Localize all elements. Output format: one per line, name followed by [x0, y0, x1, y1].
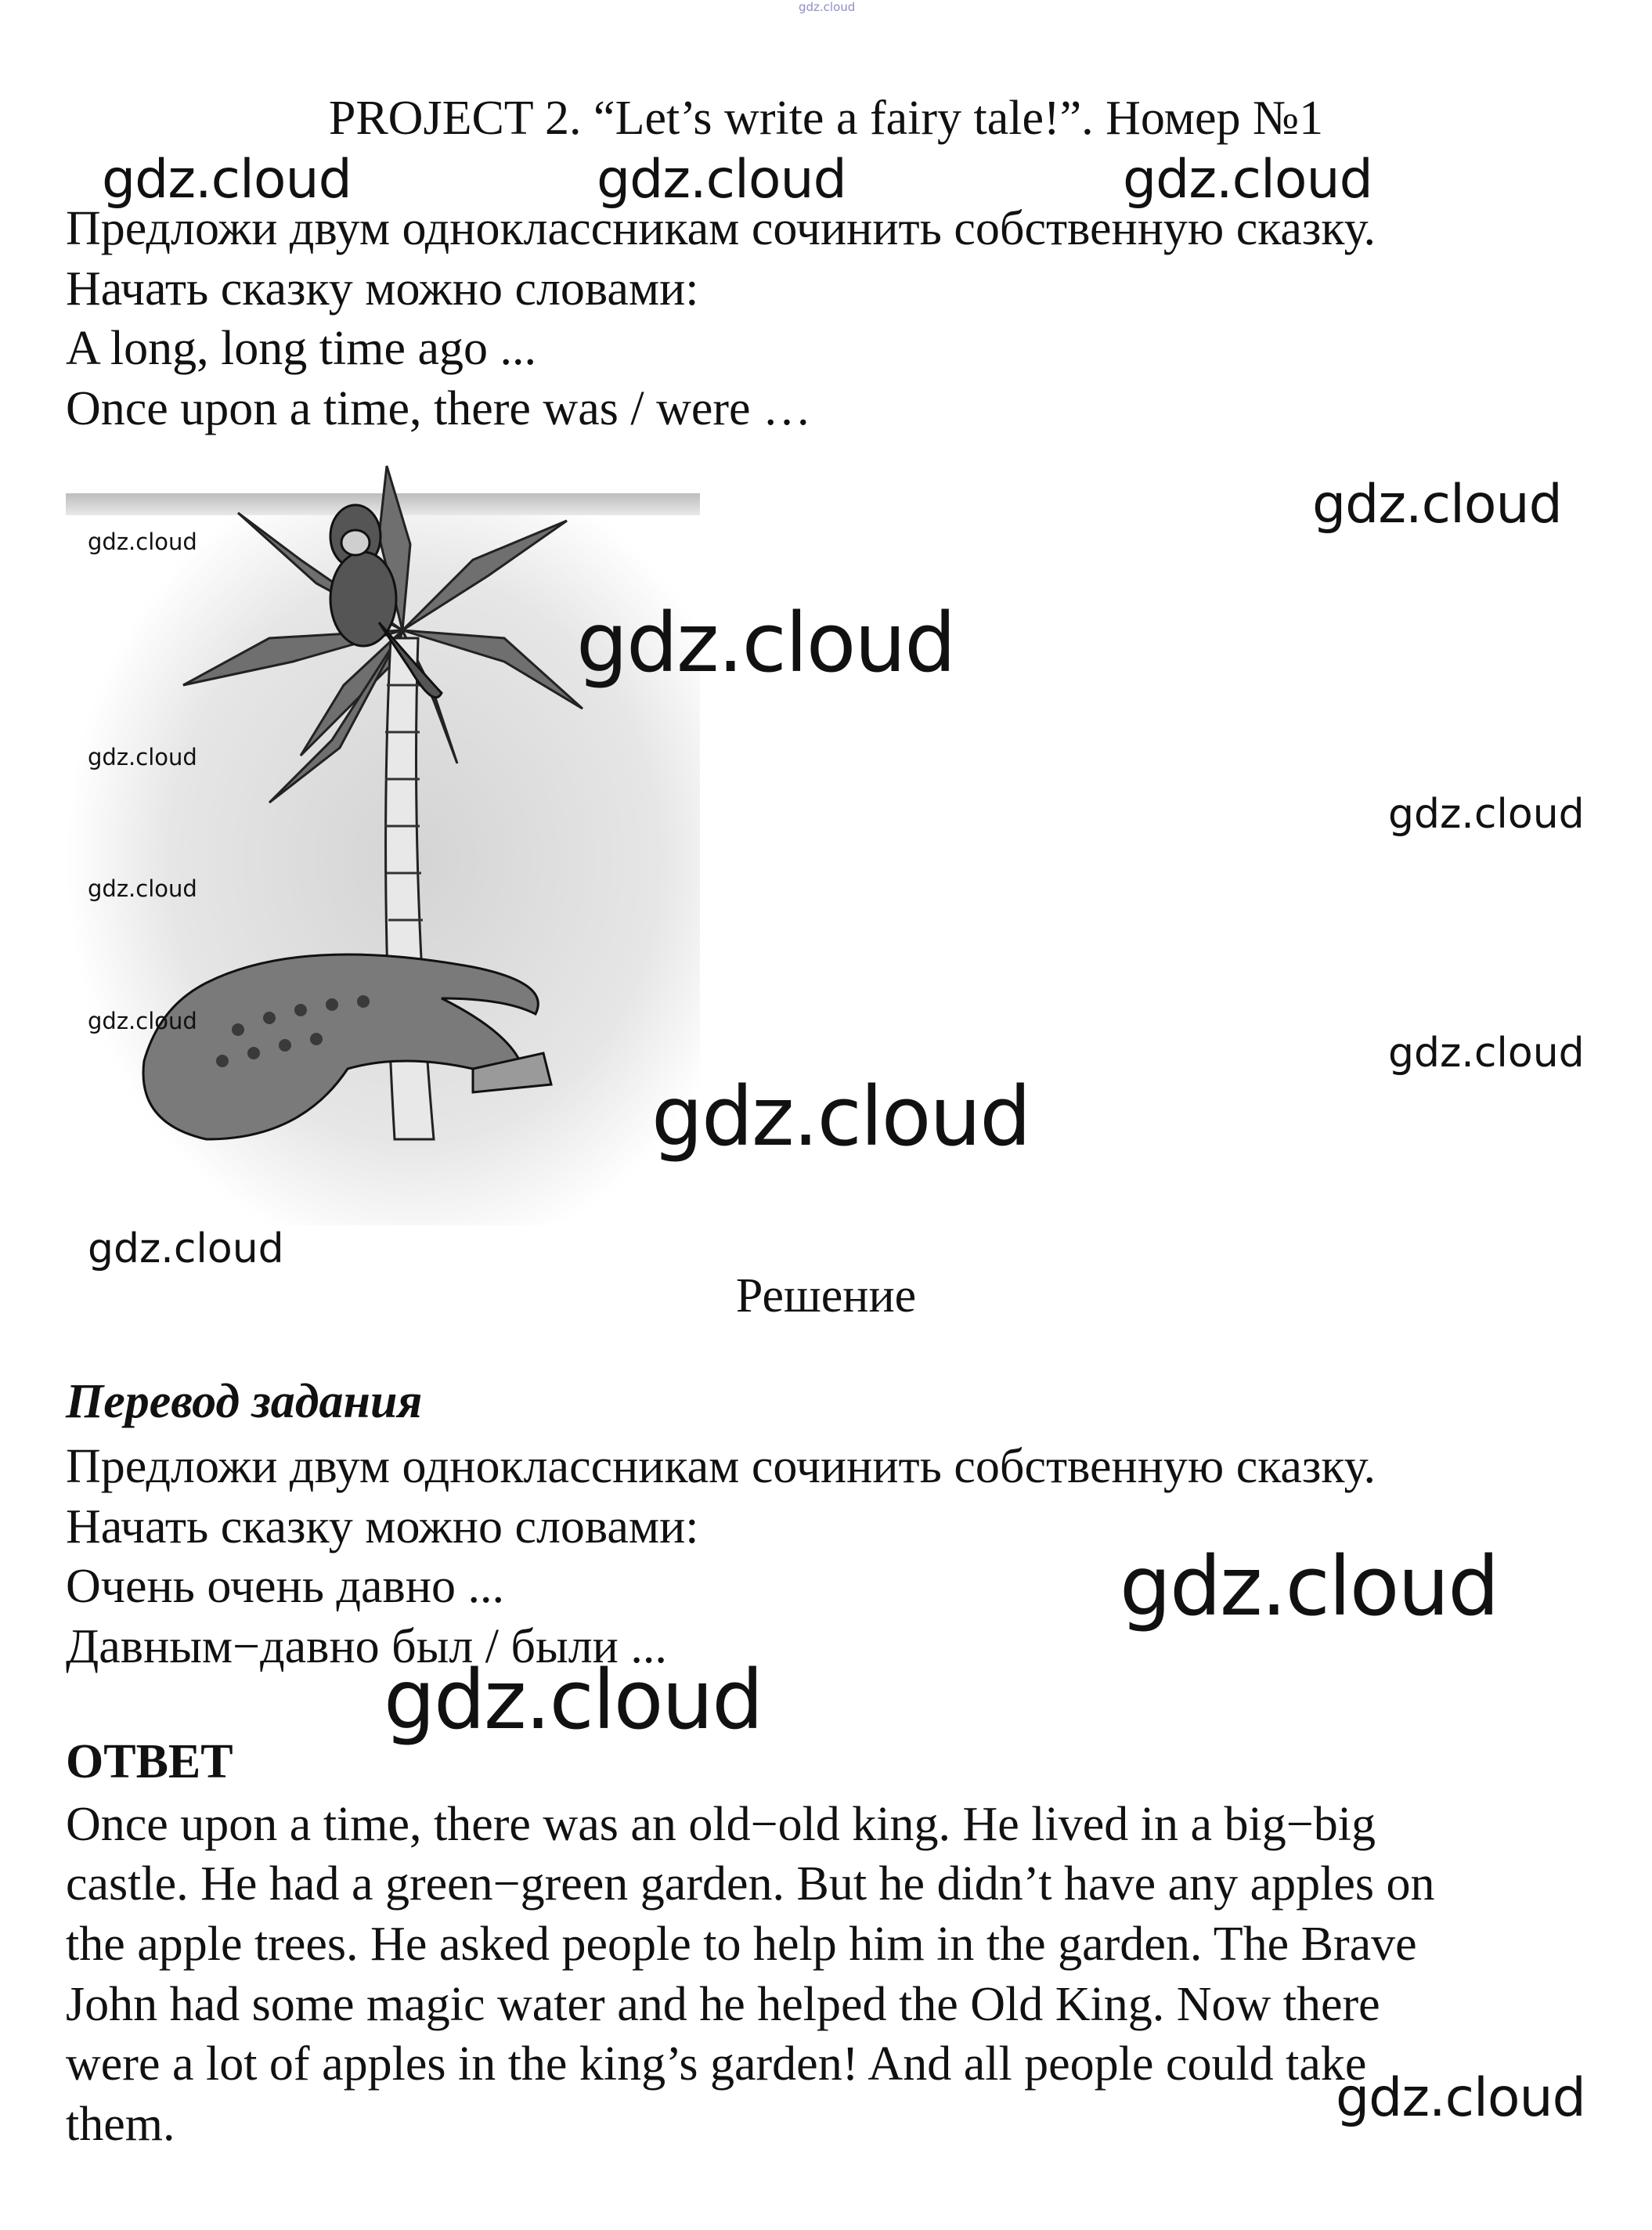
solution-label: Решение [735, 1269, 917, 1322]
watermark-small-2: gdz.cloud [88, 744, 197, 770]
translation-line-4: Давным−давно был / были ... [66, 1620, 667, 1673]
translation-line-2: Начать сказку можно словами: [66, 1500, 699, 1553]
watermark-top-2: gdz.cloud [597, 149, 846, 211]
watermark-big-1: gdz.cloud [576, 595, 955, 691]
watermark-small-3: gdz.cloud [88, 875, 197, 902]
translation-heading: Перевод задания [66, 1375, 423, 1428]
watermark-bottom: gdz.cloud [1336, 2067, 1585, 2129]
answer-line-6: them. [66, 2098, 175, 2151]
watermark-big-2: gdz.cloud [651, 1069, 1030, 1164]
task-line-2: Начать сказку можно словами: [66, 262, 699, 316]
page-title: PROJECT 2. “Let’s write a fairy tale!”. Номер №1 [328, 92, 1324, 145]
task-line-4: Once upon a time, there was / were … [66, 382, 812, 435]
answer-heading: ОТВЕТ [66, 1735, 233, 1788]
task-line-1: Предложи двум одноклассникам сочинить собственную сказку. [66, 202, 1376, 255]
answer-line-2: castle. He had a green−green garden. But he didn’t have any apples on [66, 1857, 1435, 1911]
translation-line-1: Предложи двум одноклассникам сочинить собственную сказку. [66, 1440, 1376, 1493]
answer-line-1: Once upon a time, there was an old−old king. He lived in a big−big [66, 1798, 1376, 1851]
watermark-small-1: gdz.cloud [88, 529, 197, 555]
watermark-medium-1: gdz.cloud [88, 1225, 284, 1272]
watermark-top-1: gdz.cloud [102, 149, 352, 211]
answer-line-5: were a lot of apples in the king’s garden! And all people could take [66, 2037, 1367, 2091]
watermark-right-2: gdz.cloud [1388, 791, 1585, 838]
watermark-top-3: gdz.cloud [1123, 149, 1372, 211]
answer-line-4: John had some magic water and he helped the Old King. Now there [66, 1978, 1380, 2031]
watermark-big-3: gdz.cloud [1120, 1539, 1499, 1634]
watermark-right-3: gdz.cloud [1388, 1030, 1585, 1077]
watermark-big-4: gdz.cloud [384, 1652, 763, 1748]
answer-line-3: the apple trees. He asked people to help him in the garden. The Brave [66, 1918, 1417, 1971]
task-line-3: A long, long time ago ... [66, 322, 537, 375]
watermark-small-4: gdz.cloud [88, 1008, 197, 1034]
translation-line-3: Очень очень давно ... [66, 1560, 504, 1613]
watermark-right-1: gdz.cloud [1312, 474, 1562, 536]
header-watermark: gdz.cloud [799, 0, 856, 14]
